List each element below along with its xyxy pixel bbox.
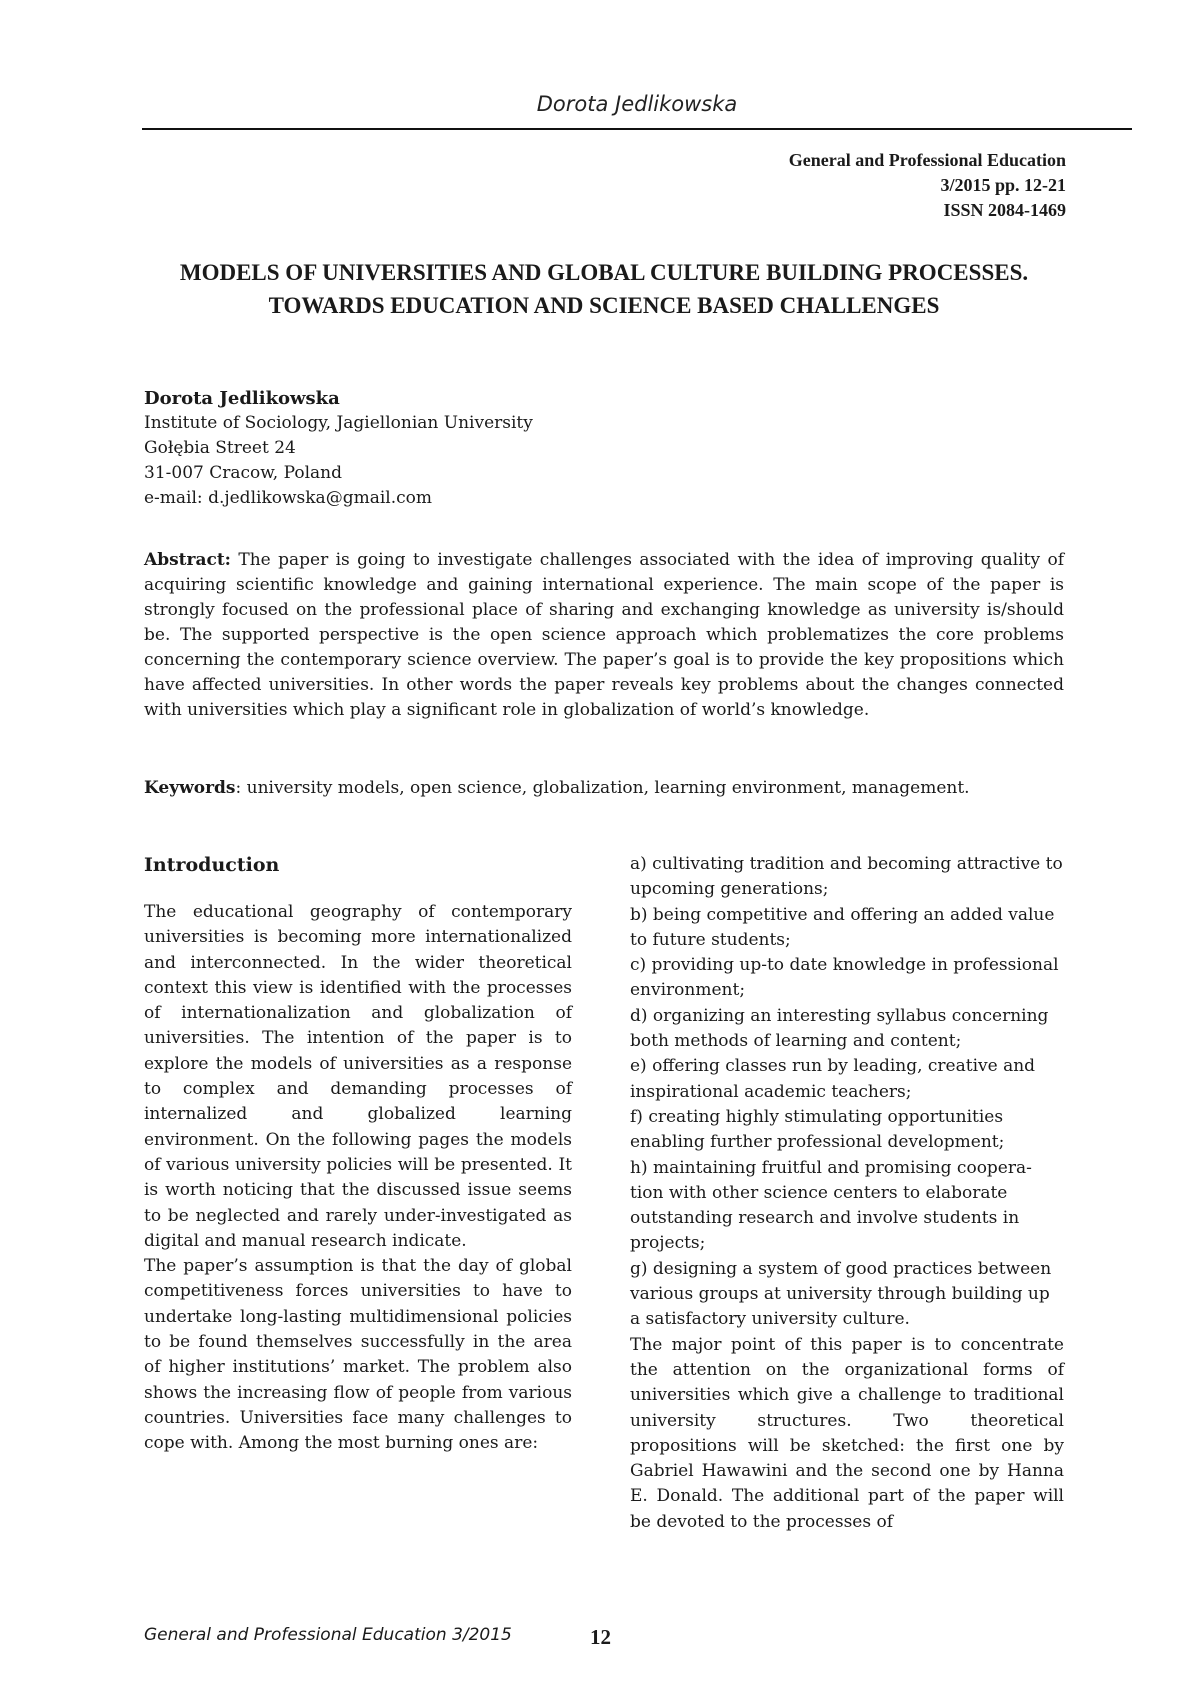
list-item: b) being competitive and offering an added value to future students;	[630, 904, 1055, 950]
keywords	[144, 776, 1064, 801]
list-item: f) creating highly stimulating opportunities enabling further professional development;	[630, 1106, 1005, 1153]
abstract-label: Abstract:	[144, 550, 231, 570]
challenges-list	[630, 852, 1064, 1333]
author-affiliation: Institute of Sociology, Jagiellonian University	[144, 413, 533, 433]
right-column	[630, 852, 1064, 1535]
author-street: Gołębia Street 24	[144, 438, 296, 458]
abstract-text: The paper is going to investigate challenges associated with the idea of improving quality of acquiring scientific knowledge and gaining international experience. The main scope of the paper is strongly focused on the professional place of sharing and exchanging knowledge as university is/should be. The supported perspective is the open science approach which problematizes the core problems concerning the contemporary science overview. The paper’s goal is to provide the key propositions which have affected universities. In other words the paper reveals key problems about the changes connected with universities which play a significant role in globalization of world’s knowledge.	[144, 550, 1064, 720]
journal-info	[466, 148, 1066, 223]
author-name: Dorota Jedlikowska	[144, 388, 340, 409]
journal-issn: ISSN 2084-1469	[943, 200, 1066, 220]
keywords-text: : university models, open science, globalization, learning environment, management.	[235, 778, 970, 798]
journal-name: General and Professional Education	[788, 150, 1066, 170]
list-item: e) offering classes run by leading, creative and inspirational academic teachers;	[630, 1056, 1036, 1102]
author-city: 31-007 Cracow, Poland	[144, 463, 342, 483]
intro-paragraph-1: The educational geography of contemporary universities is becoming more internationalized and interconnected. In the wider theoretical context this view is identified with the processes of internationalization and globalization of universities. The intention of the paper is to explore the models of universities as a response to complex and demanding processes of internalized and globalized learning environment. On the following pages the models of various university policies will be presented. It is worth noticing that the discussed issue seems to be neglected and rarely under-investigated as digital and manual research indicate.	[144, 902, 572, 1251]
left-column	[144, 852, 572, 1457]
running-head-author: Dorota Jedlikowska	[536, 92, 738, 116]
page-number: 12	[590, 1625, 611, 1649]
footer-journal-issue: General and Professional Education 3/2015	[144, 1625, 512, 1645]
header-rule	[142, 128, 1132, 130]
list-item: g) designing a system of good practices between various groups at university through building up a satisfactory university culture.	[630, 1258, 1052, 1330]
intro-paragraph-3: The major point of this paper is to concentrate the attention on the organizational forms of universities which give a challenge to traditional university structures. Two theoretical propositions will be sketched: the first one by Gabriel Hawawini and the second one by Hanna E. Donald. The additional part of the paper will be devoted to the processes of	[630, 1334, 1064, 1532]
keywords-label: Keywords	[144, 778, 236, 798]
list-item: c) providing up-to date knowledge in professional environment;	[630, 955, 1059, 1001]
abstract	[144, 548, 1064, 723]
journal-issue: 3/2015 pp. 12-21	[940, 175, 1066, 195]
list-item: d) organizing an interesting syllabus concerning both methods of learning and content;	[630, 1005, 1049, 1052]
list-item: h) maintaining fruitful and promising coopera-tion with other science centers to elaborate outstanding research and involve students in projects;	[630, 1157, 1032, 1254]
article-title: MODELS OF UNIVERSITIES AND GLOBAL CULTURE BUILDING PROCESSES. TOWARDS EDUCATION AND SCIENCE BASED CHALLENGES	[179, 260, 1029, 318]
section-heading-introduction: Introduction	[144, 854, 280, 876]
list-item: a) cultivating tradition and becoming attractive to upcoming generations;	[630, 854, 1063, 900]
intro-paragraph-2: The paper’s assumption is that the day of global competitiveness forces universities to have to undertake long-lasting multidimensional policies to be found themselves successfully in the area of higher institutions’ market. The problem also shows the increasing flow of people from various countries. Universities face many challenges to cope with. Among the most burning ones are:	[144, 1256, 572, 1454]
author-email: e-mail: d.jedlikowska@gmail.com	[144, 488, 432, 508]
author-block	[144, 386, 1044, 511]
